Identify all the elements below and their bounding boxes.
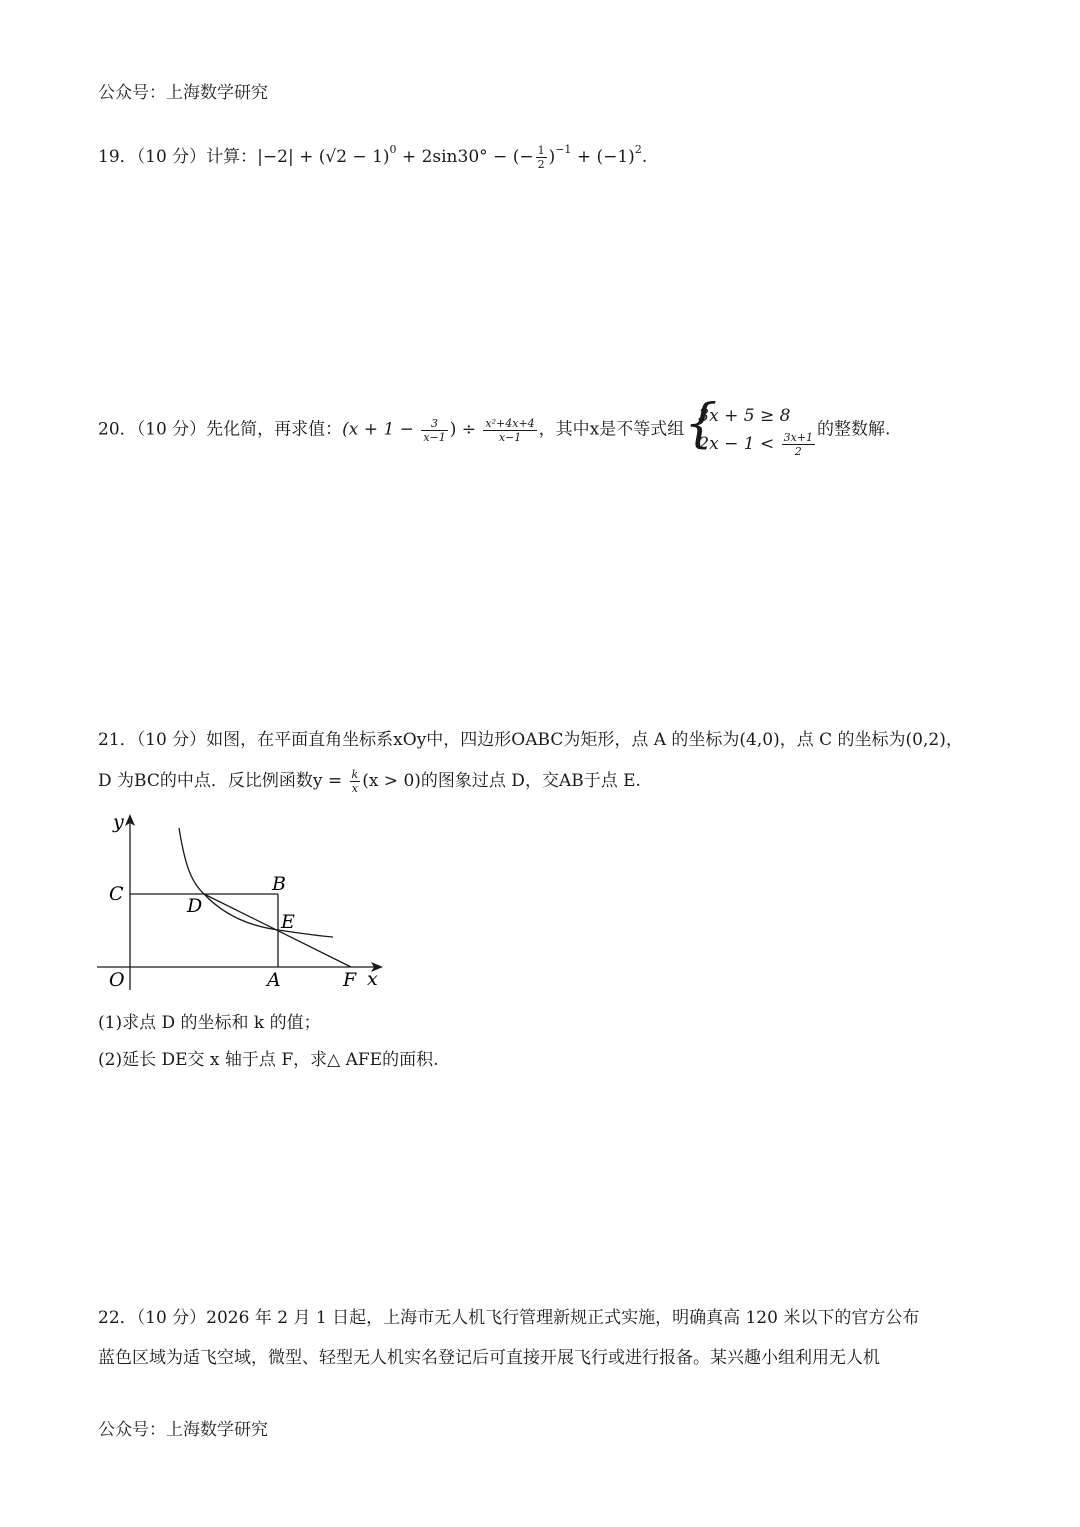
- question-19: [98, 138, 647, 171]
- q19-exp2: 2: [634, 143, 642, 156]
- q21-line2: D 为BC的中点．反比例函数y = $\frac{k}{x}$ (x > 0)的图象过点 D，交AB于点 E.: [98, 768, 641, 795]
- q20-ineq1: 3x + 5 ≥ 8: [698, 406, 791, 426]
- label-C: C: [109, 883, 124, 905]
- q20-ineq2: 2x − 1 < $\frac{3x+1}{2}$: [698, 431, 814, 458]
- page-footer: 公众号：上海数学研究: [98, 1420, 268, 1440]
- label-B: B: [272, 873, 286, 895]
- q19-p9: + (−1): [571, 147, 635, 167]
- q22-line1: 22．（10 分）2026 年 2 月 1 日起，上海市无人机飞行管理新规正式实施，明确真高 120 米以下的官方公布: [98, 1308, 920, 1328]
- q19-p2: − 1): [347, 147, 390, 167]
- q21-line1: 21．（10 分）如图，在平面直角坐标系xOy中，四边形OABC为矩形，点 A 的坐标为(4,0)，点 C 的坐标为(0,2)，: [98, 730, 963, 750]
- q19-sqrt: √2: [325, 147, 348, 167]
- label-x: x: [367, 968, 378, 990]
- label-y: y: [113, 811, 124, 833]
- hyperbola-curve: [179, 828, 333, 937]
- page-header: 公众号：上海数学研究: [98, 83, 268, 103]
- label-O: O: [109, 969, 125, 991]
- q19-prefix: 19．（10 分）计算：: [98, 147, 258, 167]
- q20-mid: ，其中x是不等式组: [538, 419, 685, 440]
- coordinate-figure: [95, 810, 395, 995]
- q20-expr-a: (x + 1 −: [342, 419, 420, 440]
- q19-half: $\frac{1}{2}$: [537, 144, 545, 171]
- question-20: [98, 394, 891, 458]
- label-F: F: [343, 969, 357, 991]
- label-E: E: [281, 911, 295, 933]
- q21-sub2: (2)延长 DE交 x 轴于点 F，求△ AFE的面积.: [98, 1050, 439, 1070]
- q20-frac2: $\frac{\text{x²+4x+4}}{x-1}$: [485, 416, 535, 444]
- q19-p0: |−2| + (: [257, 147, 326, 167]
- brace-icon: {: [684, 394, 718, 454]
- q19-p4: + 2sin30° − (−: [396, 147, 534, 167]
- q22-line2: 蓝色区域为适飞空域，微型、轻型无人机实名登记后可直接开展飞行或进行报备。某兴趣小组利用无人机: [98, 1348, 880, 1368]
- q20-frac1: $\frac{3}{x-1}$: [423, 416, 446, 444]
- q20-prefix: 20．（10 分）先化简，再求值：: [98, 419, 343, 440]
- q20-suffix: 的整数解.: [817, 419, 891, 440]
- q20-expr-b: ) ÷: [449, 419, 482, 440]
- q20-inequality-system: [684, 394, 817, 458]
- q21-sub1: (1)求点 D 的坐标和 k 的值；: [98, 1013, 321, 1033]
- q19-p7: ): [548, 147, 556, 167]
- q19-exp0: 0: [389, 143, 397, 156]
- q21-k-frac: $\frac{k}{x}$: [351, 768, 359, 795]
- q19-end: .: [641, 147, 648, 167]
- label-D: D: [187, 895, 203, 917]
- q19-exp-neg1: −1: [555, 143, 572, 156]
- label-A: A: [267, 969, 281, 991]
